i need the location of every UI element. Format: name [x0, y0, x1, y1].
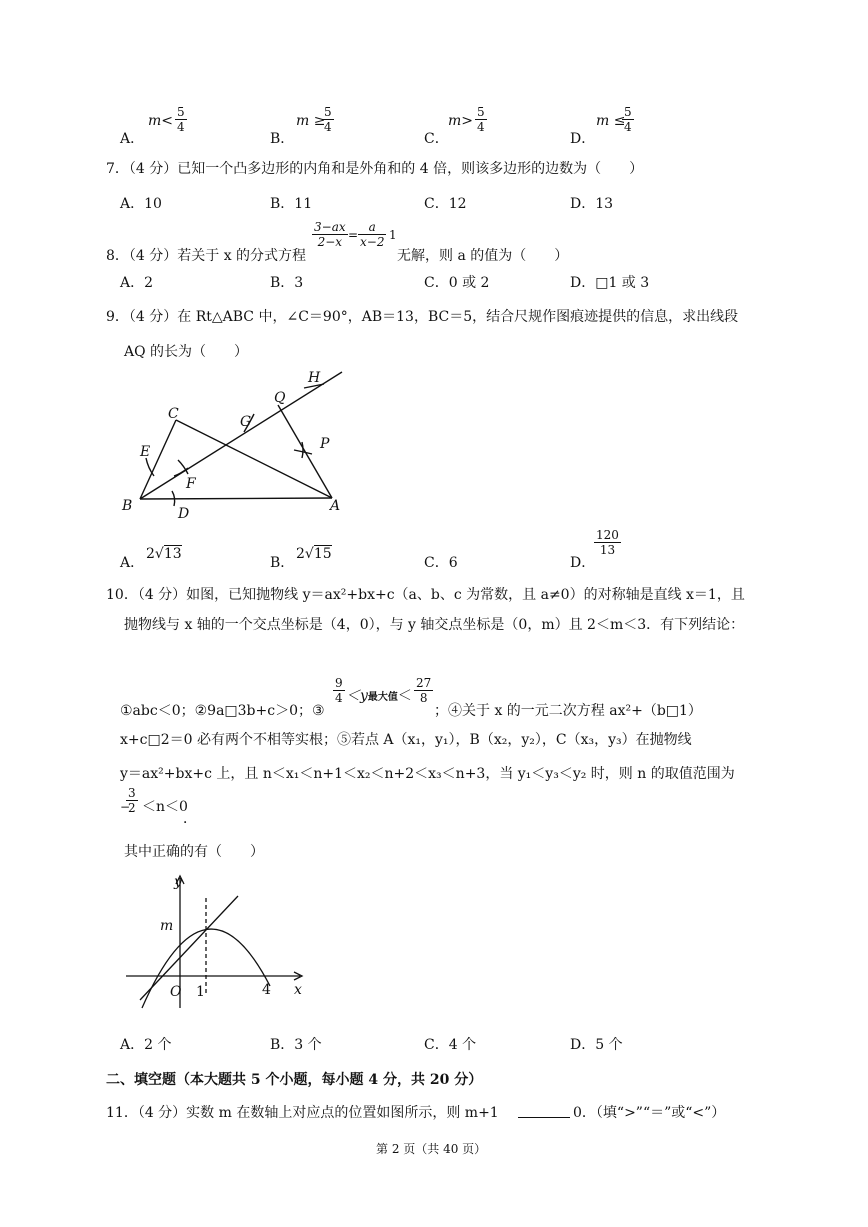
q10-option-b: B．3 个: [270, 1037, 322, 1053]
fraction-denominator: x−2: [360, 235, 385, 249]
q9-option-d-letter: D．: [570, 555, 596, 571]
fraction-denominator: 4: [177, 120, 185, 134]
q8-option-d: D．□1 或 3: [570, 275, 650, 291]
q8-option-b: B．3: [270, 275, 304, 291]
q9-label-d: D: [178, 506, 190, 522]
q9-geometry-figure: [118, 362, 358, 524]
fraction-numerator: 5: [624, 105, 632, 119]
fraction-denominator: 2: [128, 801, 136, 815]
fraction-denominator: 2−x: [317, 235, 343, 249]
graph-label-4: 4: [262, 982, 271, 998]
q8-stem-start: 8．（4 分）若关于 x 的分式方程: [106, 248, 307, 264]
q10-ymax-text: [346, 685, 412, 705]
sqrt-icon: √: [304, 546, 314, 562]
graph-label-1: 1: [196, 984, 205, 1000]
q8-option-a: A．2: [120, 275, 154, 291]
q10-range-tail: ＜n＜0: [142, 799, 188, 815]
radicand: 13: [163, 546, 182, 562]
q9-label-f: F: [186, 476, 196, 492]
q10-minus-sign: −: [120, 800, 131, 814]
q8-term-one: 1: [389, 228, 397, 242]
fraction-denominator: 8: [419, 691, 428, 705]
q7-stem: 7．（4 分）已知一个凸多边形的内角和是外角和的 4 倍，则该多边形的边数为（ ）: [106, 161, 644, 177]
fraction-denominator: 4: [335, 691, 343, 705]
q8-fraction-right: [358, 220, 386, 249]
q7-option-d: D．13: [570, 196, 614, 212]
q10-stem-line1: 10．（4 分）如图，已知抛物线 y＝ax²+bx+c（a、b、c 为常数，且 a≠0）的对称轴是直线 x＝1，且: [106, 587, 745, 603]
q9-option-d-fraction: [594, 528, 621, 557]
option-letter: C．: [424, 555, 449, 571]
q10-frac-3-2: [126, 786, 138, 815]
q6-option-d-text: m ≤: [596, 113, 626, 129]
option-value: 6: [448, 555, 458, 571]
q10-frac-27-8: [414, 676, 433, 705]
fraction-denominator: 4: [324, 120, 332, 134]
q11-stem-end: 0．（填“>”“＝”或“<”）: [573, 1105, 726, 1121]
ymax-symbol: ＜y: [346, 688, 368, 704]
coefficient: 2: [146, 546, 155, 562]
graph-label-m: m: [160, 918, 174, 934]
q8-fraction-left: [312, 220, 348, 249]
q10-conclusion-5: y＝ax²+bx+c 上，且 n＜x₁＜n+1＜x₂＜n+2＜x₃＜n+3，当 y₁＜y₃＜y₂ 时，则 n 的取值范围为: [120, 766, 735, 782]
q10-conclusions-1-3: ①abc＜0；②9a□3b+c＞0；③: [120, 703, 325, 719]
q6-option-b-text: m ≥: [296, 113, 326, 129]
q6-option-c-fraction: [475, 105, 487, 134]
q7-option-b: B．11: [270, 196, 313, 212]
fraction-numerator: 27: [416, 676, 432, 690]
fraction-numerator: 120: [596, 528, 619, 542]
radicand: 15: [313, 546, 332, 562]
less-than: ＜: [397, 688, 412, 704]
fraction-denominator: 4: [624, 120, 632, 134]
q9-stem-line2: AQ 的长为（ ）: [124, 344, 249, 360]
q9-stem-line1: 9．（4 分）在 Rt△ABC 中，∠C＝90°，AB＝13，BC＝5，结合尺规作图痕迹提供的信息，求出线段: [106, 309, 739, 325]
q6-option-a-fraction: [175, 105, 187, 134]
q8-equals: =: [348, 228, 359, 242]
q9-label-g: G: [240, 414, 252, 430]
fraction-numerator: 3−ax: [314, 220, 346, 234]
q10-option-c: C．4 个: [424, 1037, 477, 1053]
q9-option-a-letter: A．: [120, 555, 145, 571]
graph-label-y: y: [174, 874, 182, 890]
page-footer: 第 2 页（共 40 页）: [376, 1142, 487, 1156]
q10-parabola-graph: [120, 868, 320, 1016]
sqrt-icon: √: [154, 546, 164, 562]
q6-option-c-text: m>: [448, 113, 474, 129]
q9-option-b-letter: B．: [270, 555, 295, 571]
q6-option-a-letter: A．: [120, 131, 145, 147]
fraction-denominator: 4: [477, 120, 485, 134]
q9-label-b: B: [122, 498, 133, 514]
section-heading: 二、填空题（本大题共 5 个小题，每小题 4 分，共 20 分）: [106, 1072, 483, 1088]
q7-option-c: C．12: [424, 196, 467, 212]
q9-option-c: [424, 552, 458, 572]
q9-option-b-value: [296, 546, 332, 562]
q11-stem-start: 11．（4 分）实数 m 在数轴上对应点的位置如图所示，则 m+1: [106, 1105, 499, 1121]
fraction-numerator: 9: [335, 676, 343, 690]
q10-option-a: A．2 个: [120, 1037, 172, 1053]
graph-label-o: O: [170, 984, 182, 1000]
fraction-numerator: a: [358, 220, 386, 235]
q10-conclusion-4-end: x+c□2＝0 必有两个不相等实根；⑤若点 A（x₁，y₁），B（x₂，y₂），C（x₃，y₃）在抛物线: [120, 732, 692, 748]
q6-option-b-fraction: [322, 105, 334, 134]
q10-prompt: 其中正确的有（ ）: [124, 844, 264, 860]
q9-label-p: P: [320, 436, 330, 452]
q6-option-d-fraction: [622, 105, 634, 134]
q6-option-c-letter: C．: [424, 131, 449, 147]
coefficient: 2: [296, 546, 305, 562]
graph-label-x: x: [294, 982, 302, 998]
q10-option-d: D．5 个: [570, 1037, 623, 1053]
fraction-numerator: 5: [324, 105, 332, 119]
q8-stem-end: 无解，则 a 的值为（ ）: [397, 248, 569, 264]
fraction-numerator: 5: [177, 105, 185, 119]
q9-label-a: A: [330, 498, 341, 514]
q8-option-c: C．0 或 2: [424, 275, 490, 291]
q9-option-a-value: [146, 546, 182, 562]
fraction-numerator: 5: [477, 105, 485, 119]
q9-label-q: Q: [274, 390, 286, 406]
q11-answer-blank: [518, 1117, 570, 1118]
q6-option-a-text: m<: [148, 113, 174, 129]
q10-stem-line2: 抛物线与 x 轴的一个交点坐标是（4，0），与 y 轴交点坐标是（0，m）且 2＜m＜3．有下列结论：: [124, 617, 745, 633]
fraction-numerator: 3: [128, 786, 136, 800]
q6-option-b-letter: B．: [270, 131, 295, 147]
q9-label-c: C: [168, 406, 179, 422]
q9-label-h: H: [308, 370, 321, 386]
q9-label-e: E: [140, 444, 151, 460]
q10-conclusion-4-start: ；④关于 x 的一元二次方程 ax²+（b□1）: [434, 703, 702, 719]
ymax-subscript: 最大值: [367, 692, 398, 703]
q6-option-d-letter: D．: [570, 131, 596, 147]
q7-option-a: A．10: [120, 196, 162, 212]
q10-frac-9-4: [333, 676, 345, 705]
q10-period: ．: [183, 811, 197, 827]
fraction-denominator: 13: [599, 543, 616, 557]
